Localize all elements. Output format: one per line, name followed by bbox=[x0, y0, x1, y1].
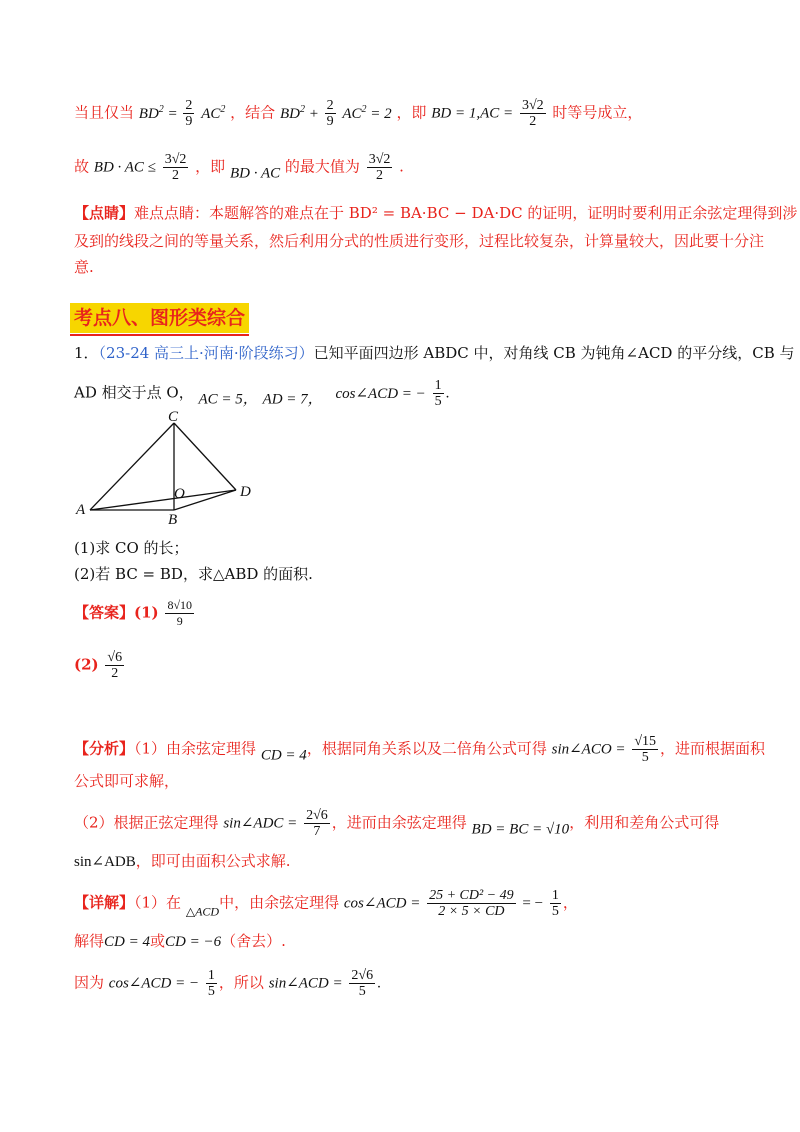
fraction: $\frac{2}{9}$ bbox=[185, 98, 193, 129]
math: AD = 7， bbox=[262, 391, 323, 408]
text: ，即可由面积公式求解. bbox=[135, 852, 291, 870]
text: 时等号成立， bbox=[552, 103, 643, 122]
note-line-3 bbox=[74, 256, 94, 278]
label-d: D bbox=[240, 484, 251, 500]
text: ，进而根据面积 bbox=[660, 739, 766, 758]
text: ，即 bbox=[396, 103, 427, 122]
segment-ac bbox=[90, 423, 174, 510]
fraction: $\frac{\text{25 + CD² − 49}}{2 \times 5 \times CD}$ bbox=[429, 888, 514, 919]
fraction: $\frac{3√2}{2}$ bbox=[521, 98, 544, 129]
text: ， bbox=[562, 893, 578, 912]
math: CD = 4 bbox=[260, 747, 307, 764]
text: （2）根据正弦定理得 bbox=[74, 813, 219, 832]
problem-source: （23-24 高三上·河南·阶段练习） bbox=[98, 344, 314, 362]
problem-number: 1． bbox=[74, 344, 99, 362]
text: ，根据同角关系以及二倍角公式可得 bbox=[306, 739, 547, 758]
fraction: $\frac{1}{5}$ bbox=[207, 968, 215, 999]
detail-line-3 bbox=[74, 968, 381, 999]
text: 难点点睛：本题解答的难点在于 BD² = BA·BC − DA·DC 的证明，证明时要利用正余弦定理得到涉 bbox=[134, 204, 798, 222]
fraction: $\frac{2}{9}$ bbox=[326, 98, 334, 129]
math: CD = −6 bbox=[165, 934, 222, 950]
conclusion-line bbox=[74, 152, 404, 185]
text: (2)若 BC = BD，求△ABD 的面积. bbox=[74, 565, 313, 583]
text: 或 bbox=[149, 932, 165, 950]
label-c: C bbox=[168, 410, 179, 425]
text: . bbox=[399, 157, 404, 176]
text: ，所以 bbox=[218, 973, 264, 992]
fraction: $\frac{√15}{5}$ bbox=[634, 734, 657, 765]
text: 当且仅当 bbox=[74, 103, 135, 122]
problem-line-1 bbox=[74, 342, 794, 364]
text: 的最大值为 bbox=[284, 157, 360, 176]
question-1 bbox=[74, 537, 189, 559]
fraction: $\frac{2√6}{5}$ bbox=[351, 968, 374, 999]
text: ，结合 bbox=[230, 103, 276, 122]
problem-line-2: AD 相交于点 O， AC = 5， AD = 7， cos∠ACD = − $\frac{1}{5}$ . bbox=[74, 378, 450, 409]
text: . bbox=[377, 975, 381, 992]
math: cos∠ACD = bbox=[343, 895, 421, 912]
segment-ad bbox=[90, 490, 236, 510]
math: cos∠ACD = − bbox=[108, 975, 200, 992]
math: △ACD bbox=[185, 904, 220, 919]
math: BD · AC ≤ bbox=[93, 159, 156, 176]
answer-tag: 【答案】 bbox=[74, 603, 135, 622]
analysis-tag: 【分析】 bbox=[74, 739, 135, 758]
text: 中，由余弦定理得 bbox=[219, 893, 340, 912]
math: $AC^2 = 2$ bbox=[342, 103, 392, 122]
fraction: $\frac{8√10}{9}$ bbox=[167, 598, 193, 628]
analysis-line-3 bbox=[74, 808, 719, 841]
text: 解得 bbox=[74, 932, 105, 950]
text: 已知平面四边形 ABDC 中，对角线 CB 为钝角∠ACD 的平分线，CB 与 bbox=[313, 344, 795, 362]
text: 故 bbox=[74, 157, 90, 176]
text: （1）在 bbox=[134, 893, 182, 912]
fraction: $\frac{3√2}{2}$ bbox=[368, 152, 391, 183]
math: sin∠ADC = bbox=[223, 815, 298, 832]
math: BD = BC = √10 bbox=[471, 821, 570, 838]
detail-line-1 bbox=[74, 888, 578, 923]
text: AD 相交于点 O， bbox=[74, 383, 194, 402]
section-heading: 考点八、图形类综合 bbox=[70, 303, 249, 333]
math: cos∠ACD = − bbox=[335, 385, 426, 402]
math: CD = 4 bbox=[104, 934, 150, 950]
text: (2) bbox=[74, 655, 99, 674]
math: sin∠ACD = bbox=[268, 975, 343, 992]
fraction: $\frac{1}{5}$ bbox=[434, 378, 442, 409]
math: AC = 5， bbox=[198, 391, 258, 408]
fraction: $\frac{√6}{2}$ bbox=[107, 650, 123, 681]
math: BD = 1,AC = bbox=[431, 105, 514, 122]
analysis-line-2 bbox=[74, 770, 179, 792]
math: sin∠ADB bbox=[74, 854, 136, 870]
answer-1 bbox=[74, 598, 196, 629]
math: $BD^2$ + bbox=[279, 103, 323, 122]
text: (1)求 CO 的长； bbox=[74, 539, 189, 557]
analysis-line-1 bbox=[74, 734, 765, 767]
segment-cd bbox=[174, 423, 236, 490]
answer-2 bbox=[74, 650, 126, 681]
math-ac: $AC^2$ bbox=[201, 103, 226, 122]
note-line-2 bbox=[74, 230, 764, 252]
fraction: $\frac{1}{5}$ bbox=[551, 888, 559, 919]
note-line-1 bbox=[74, 202, 797, 224]
question-2 bbox=[74, 563, 313, 585]
math: BD · AC bbox=[229, 165, 281, 182]
quadrilateral-figure bbox=[70, 410, 270, 530]
label-o: O bbox=[174, 486, 185, 502]
fraction: $\frac{3√2}{2}$ bbox=[164, 152, 187, 183]
math: = − bbox=[522, 895, 544, 912]
label-b: B bbox=[168, 512, 178, 528]
detail-line-2 bbox=[74, 930, 286, 953]
text: 及到的线段之间的等量关系，然后利用分式的性质进行变形，过程比较复杂，计算量较大，因此要十分注 bbox=[74, 232, 765, 250]
math: sin∠ACO = bbox=[551, 741, 626, 758]
text: （舍去）. bbox=[221, 932, 286, 950]
text: (1) bbox=[134, 603, 159, 622]
fraction: $\frac{2√6}{7}$ bbox=[306, 808, 328, 839]
text: ，即 bbox=[195, 157, 226, 176]
note-tag: 【点睛】 bbox=[74, 204, 135, 222]
math-bd: $BD^2$ = bbox=[138, 103, 182, 122]
detail-tag: 【详解】 bbox=[74, 893, 135, 912]
text: 因为 bbox=[74, 973, 105, 992]
text: （1）由余弦定理得 bbox=[134, 739, 257, 758]
condition-line bbox=[74, 98, 642, 129]
text: ，进而由余弦定理得 bbox=[331, 813, 467, 832]
text: ，利用和差角公式可得 bbox=[569, 813, 720, 832]
text: 意. bbox=[74, 258, 94, 276]
label-a: A bbox=[76, 502, 86, 518]
analysis-line-4 bbox=[74, 850, 291, 873]
text: 公式即可求解， bbox=[74, 772, 180, 790]
